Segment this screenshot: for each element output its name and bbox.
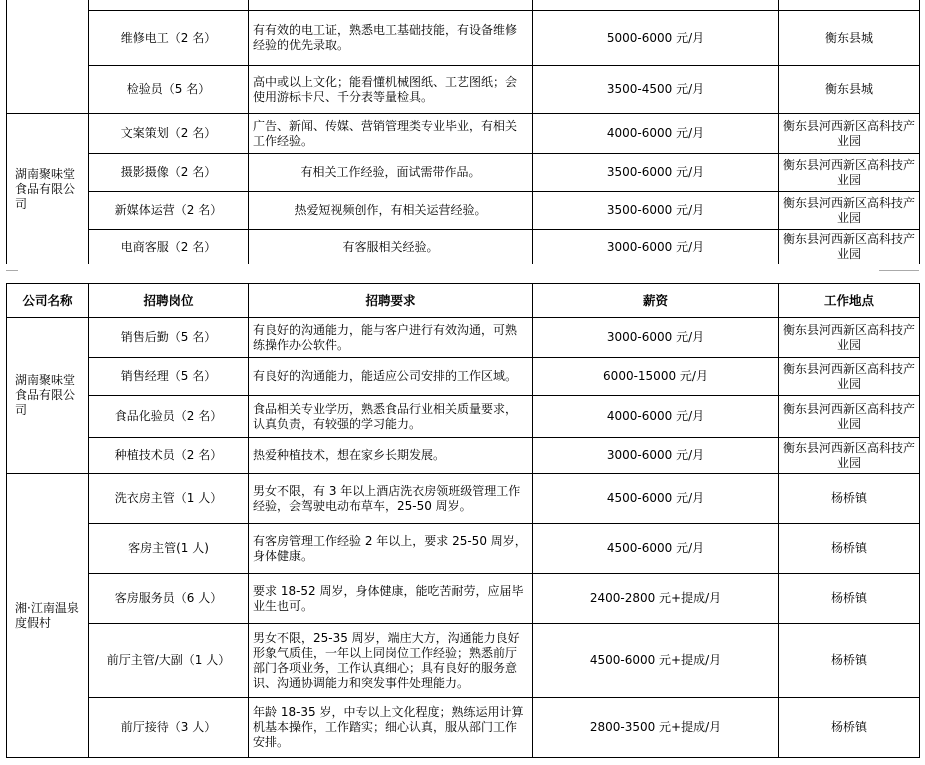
salary-cell: 5000-6000 元/月 xyxy=(533,11,779,66)
position-cell: 前厅接待（3 人） xyxy=(89,698,249,758)
position-cell: 检验员（5 名） xyxy=(89,66,249,114)
salary-cell: 3000-6000 元/月 xyxy=(533,438,779,474)
requirements-cell: 高中或以上文化；能看懂机械图纸、工艺图纸；会使用游标卡尺、千分表等量检具。 xyxy=(249,66,533,114)
position-cell: 客房服务员（6 人） xyxy=(89,574,249,624)
company-name: 湖南聚味堂食品有限公司 xyxy=(7,114,89,265)
table-row xyxy=(7,154,920,192)
salary-cell: 3000-6000 元/月 xyxy=(533,318,779,358)
location-cell: 衡东县河西新区高科技产业园 xyxy=(779,154,920,192)
location-cell: 杨桥镇 xyxy=(779,574,920,624)
requirements-cell: 年龄 18-35 岁，中专以上文化程度；熟练运用计算机基本操作，工作踏实；细心认真，服从部门工作安排。 xyxy=(249,698,533,758)
table-row xyxy=(7,11,920,66)
location-cell: 衡东县河西新区高科技产业园 xyxy=(779,318,920,358)
requirements-cell: 食品相关专业学历，熟悉食品行业相关质量要求，认真负责，有较强的学习能力。 xyxy=(249,396,533,438)
salary-cell: 4500-6000 元/月 xyxy=(533,474,779,524)
requirements-cell: 有良好的沟通能力，能与客户进行有效沟通，可熟练操作办公软件。 xyxy=(249,318,533,358)
table-row xyxy=(7,114,920,154)
salary-cell: 2800-3500 元+提成/月 xyxy=(533,698,779,758)
table-header-row xyxy=(7,284,920,318)
position-cell: 摄影摄像（2 名） xyxy=(89,154,249,192)
location-cell: 杨桥镇 xyxy=(779,698,920,758)
requirements-cell: 广告、新闻、传媒、营销管理类专业毕业，有相关工作经验。 xyxy=(249,114,533,154)
location-cell: 衡东县河西新区高科技产业园 xyxy=(779,396,920,438)
salary-cell: 3500-6000 元/月 xyxy=(533,192,779,230)
table-row xyxy=(7,474,920,524)
table-row xyxy=(7,318,920,358)
position-cell: 洗衣房主管（1 人） xyxy=(89,474,249,524)
table-row xyxy=(7,698,920,758)
position-cell: 种植技术员（2 名） xyxy=(89,438,249,474)
requirements-cell: 有良好的沟通能力，能适应公司安排的工作区域。 xyxy=(249,358,533,396)
header-company: 公司名称 xyxy=(7,284,89,318)
table-row xyxy=(7,66,920,114)
requirements-cell: 男女不限，有 3 年以上酒店洗衣房领班级管理工作经验，会驾驶电动布草车，25-50 周岁。 xyxy=(249,474,533,524)
table-row xyxy=(7,438,920,474)
requirements-cell: 有相关工作经验，面试需带作品。 xyxy=(249,154,533,192)
location-cell: 衡东县河西新区高科技产业园 xyxy=(779,358,920,396)
requirements-cell: 要求 18-52 周岁，身体健康，能吃苦耐劳，应届毕业生也可。 xyxy=(249,574,533,624)
table-row xyxy=(7,230,920,265)
salary-cell: 3000-6000 元/月 xyxy=(533,230,779,265)
salary-cell: 4500-6000 元/月 xyxy=(533,524,779,574)
location-cell: 衡东县河西新区高科技产业园 xyxy=(779,230,920,265)
location-cell: 衡东县城 xyxy=(779,66,920,114)
table-row xyxy=(7,524,920,574)
position-cell: 电商客服（2 名） xyxy=(89,230,249,265)
position-cell: 销售经理（5 名） xyxy=(89,358,249,396)
salary-cell: 3500-4500 元/月 xyxy=(533,66,779,114)
header-position: 招聘岗位 xyxy=(89,284,249,318)
table-row xyxy=(7,358,920,396)
company-cell xyxy=(7,0,89,114)
location-cell: 衡东县河西新区高科技产业园 xyxy=(779,438,920,474)
company-name: 湖南聚味堂食品有限公司 xyxy=(7,318,89,474)
salary-cell: 4000-6000 元/月 xyxy=(533,396,779,438)
position-cell: 新媒体运营（2 名） xyxy=(89,192,249,230)
requirements-cell: 男女不限，25-35 周岁，端庄大方，沟通能力良好形象气质佳，一年以上同岗位工作经验；熟悉前厅部门各项业务，工作认真细心；具有良好的服务意识、沟通协调能力和突发事件处理能力。 xyxy=(249,624,533,698)
requirements-cell: 热爱短视频创作，有相关运营经验。 xyxy=(249,192,533,230)
page-break xyxy=(0,264,925,283)
header-location: 工作地点 xyxy=(779,284,920,318)
recruitment-table-top xyxy=(6,0,920,265)
salary-cell: 4000-6000 元/月 xyxy=(533,114,779,154)
table-row xyxy=(7,396,920,438)
requirements-cell: 有有效的电工证，熟悉电工基础技能，有设备维修经验的优先录取。 xyxy=(249,11,533,66)
salary-cell: 4500-6000 元+提成/月 xyxy=(533,624,779,698)
requirements-cell: 热爱种植技术，想在家乡长期发展。 xyxy=(249,438,533,474)
location-cell: 衡东县河西新区高科技产业园 xyxy=(779,192,920,230)
salary-cell: 2400-2800 元+提成/月 xyxy=(533,574,779,624)
position-cell: 销售后勤（5 名） xyxy=(89,318,249,358)
table-row xyxy=(7,624,920,698)
position-cell: 维修电工（2 名） xyxy=(89,11,249,66)
requirements-cell: 有客房管理工作经验 2 年以上，要求 25-50 周岁，身体健康。 xyxy=(249,524,533,574)
salary-cell: 6000-15000 元/月 xyxy=(533,358,779,396)
salary-cell: 3500-6000 元/月 xyxy=(533,154,779,192)
position-cell: 前厅主管/大副（1 人） xyxy=(89,624,249,698)
table-row xyxy=(7,192,920,230)
page-corner-mark xyxy=(6,270,18,283)
location-cell: 杨桥镇 xyxy=(779,624,920,698)
table-row xyxy=(7,574,920,624)
location-cell: 杨桥镇 xyxy=(779,474,920,524)
position-cell: 客房主管(1 人) xyxy=(89,524,249,574)
location-cell: 衡东县城 xyxy=(779,11,920,66)
requirements-cell: 有客服相关经验。 xyxy=(249,230,533,265)
recruitment-table-bottom xyxy=(6,283,920,758)
header-salary: 薪资 xyxy=(533,284,779,318)
location-cell: 衡东县河西新区高科技产业园 xyxy=(779,114,920,154)
page-corner-mark xyxy=(879,270,919,283)
header-requirements: 招聘要求 xyxy=(249,284,533,318)
position-cell: 文案策划（2 名） xyxy=(89,114,249,154)
location-cell: 杨桥镇 xyxy=(779,524,920,574)
company-name: 湘·江南温泉度假村 xyxy=(7,474,89,758)
position-cell: 食品化验员（2 名） xyxy=(89,396,249,438)
